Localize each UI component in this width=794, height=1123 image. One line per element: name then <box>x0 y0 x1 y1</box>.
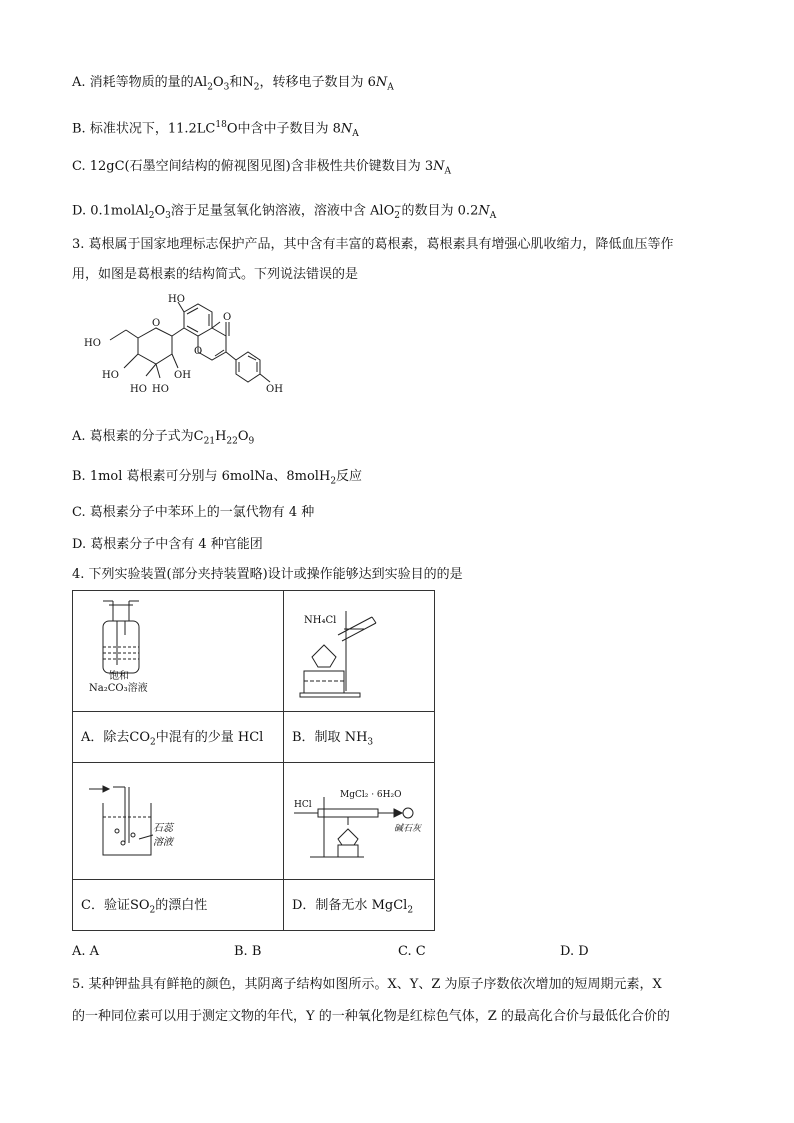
oh-phenyl-label: OH <box>266 384 283 395</box>
q3-stem-line2: 用，如图是葛根素的结构简式。下列说法错误的是 <box>72 267 359 282</box>
o-ring1-label: O <box>152 318 161 329</box>
puerarin-structure <box>80 292 290 404</box>
o-ketone-label: O <box>223 312 232 323</box>
anhydrous-mgcl2-image <box>284 773 434 865</box>
q4-apparatus-table <box>72 590 435 931</box>
gas-washing-bottle-image <box>73 591 283 707</box>
o-ring2-label: O <box>194 346 203 357</box>
cell-label-b: B．制取 $NH_3$ <box>284 712 435 763</box>
q3-option-b: B. 1mol 葛根素可分别与 6molNa、8molH$_2$反应 <box>72 469 363 487</box>
q2-option-c: C. 12gC(石墨空间结构的俯视图见图)含非极性共价键数目为 $3N_A$ <box>72 159 451 177</box>
img-b-text: NH₄Cl <box>304 615 337 626</box>
litmus-beaker-image <box>73 773 283 865</box>
q3-option-a: A. 葛根素的分子式为$C_{21}H_{22}O_9$ <box>72 429 255 447</box>
q5-stem-line2: 的一种同位素可以用于测定文物的年代，Y 的一种氧化物是红棕色气体，Z 的最高化合价与最低化合价的 <box>72 1009 670 1024</box>
q3-option-c: C. 葛根素分子中苯环上的一氯代物有 4 种 <box>72 505 315 520</box>
q2-option-b: B. 标准状况下，11.2LC$^{18}$O中含中子数目为 $8N_A$ <box>72 120 359 139</box>
img-d-text3: 碱石灰 <box>394 824 422 834</box>
img-c-text2: 溶液 <box>153 837 173 848</box>
q2-option-a: A. 消耗等物质的量的$Al_2O_3$和$N_2$，转移电子数目为 $6N_A$ <box>72 75 394 93</box>
ho-ch2-label: HO <box>84 338 101 349</box>
q3-option-d: D. 葛根素分子中含有 4 种官能团 <box>72 537 263 552</box>
cell-img-d <box>284 763 435 880</box>
ho-c4-label: HO <box>102 370 119 381</box>
q5-stem-line1: 5. 某种钾盐具有鲜艳的颜色，其阴离子结构如图所示。X、Y、Z 为原子序数依次增加的短周期元素，X <box>72 977 662 992</box>
img-d-text2: HCl <box>294 800 312 810</box>
q2-option-d: D. $0.1molAl_2O_3$溶于足量氢氧化钠溶液，溶液中含 AlO$_2$−的数目为 $0.2N_A$ <box>72 202 497 221</box>
img-d-text1: MgCl₂ · 6H₂O <box>340 790 402 800</box>
ho-c5-label: HO <box>152 384 169 395</box>
cell-img-c <box>73 763 284 880</box>
cell-img-a <box>73 591 284 712</box>
img-a-text2: Na₂CO₃溶液 <box>89 683 148 694</box>
q4-stem: 4. 下列实验装置(部分夹持装置略)设计或操作能够达到实验目的的是 <box>72 567 463 582</box>
nh3-preparation-image <box>284 591 434 707</box>
answer-b: B. B <box>234 944 262 959</box>
answer-c: C. C <box>398 944 426 959</box>
q3-stem-line1: 3. 葛根属于国家地理标志保护产品，其中含有丰富的葛根素，葛根素具有增强心肌收缩力，降低血压等作 <box>72 237 674 252</box>
ho-c3-label: HO <box>130 384 147 395</box>
answer-a: A. A <box>72 944 100 959</box>
cell-label-c: C．验证$SO_2$的漂白性 <box>73 880 284 931</box>
img-c-text1: 石蕊 <box>153 823 173 834</box>
ho-top-label: HO <box>168 294 185 305</box>
cell-img-b <box>284 591 435 712</box>
cell-label-d: D．制备无水 MgCl$_2$ <box>284 880 435 931</box>
cell-label-a: A．除去$CO_2$中混有的少量 HCl <box>73 712 284 763</box>
img-a-text1: 饱和 <box>109 671 129 682</box>
answer-d: D. D <box>560 944 589 959</box>
oh-c2-label: OH <box>174 370 191 381</box>
